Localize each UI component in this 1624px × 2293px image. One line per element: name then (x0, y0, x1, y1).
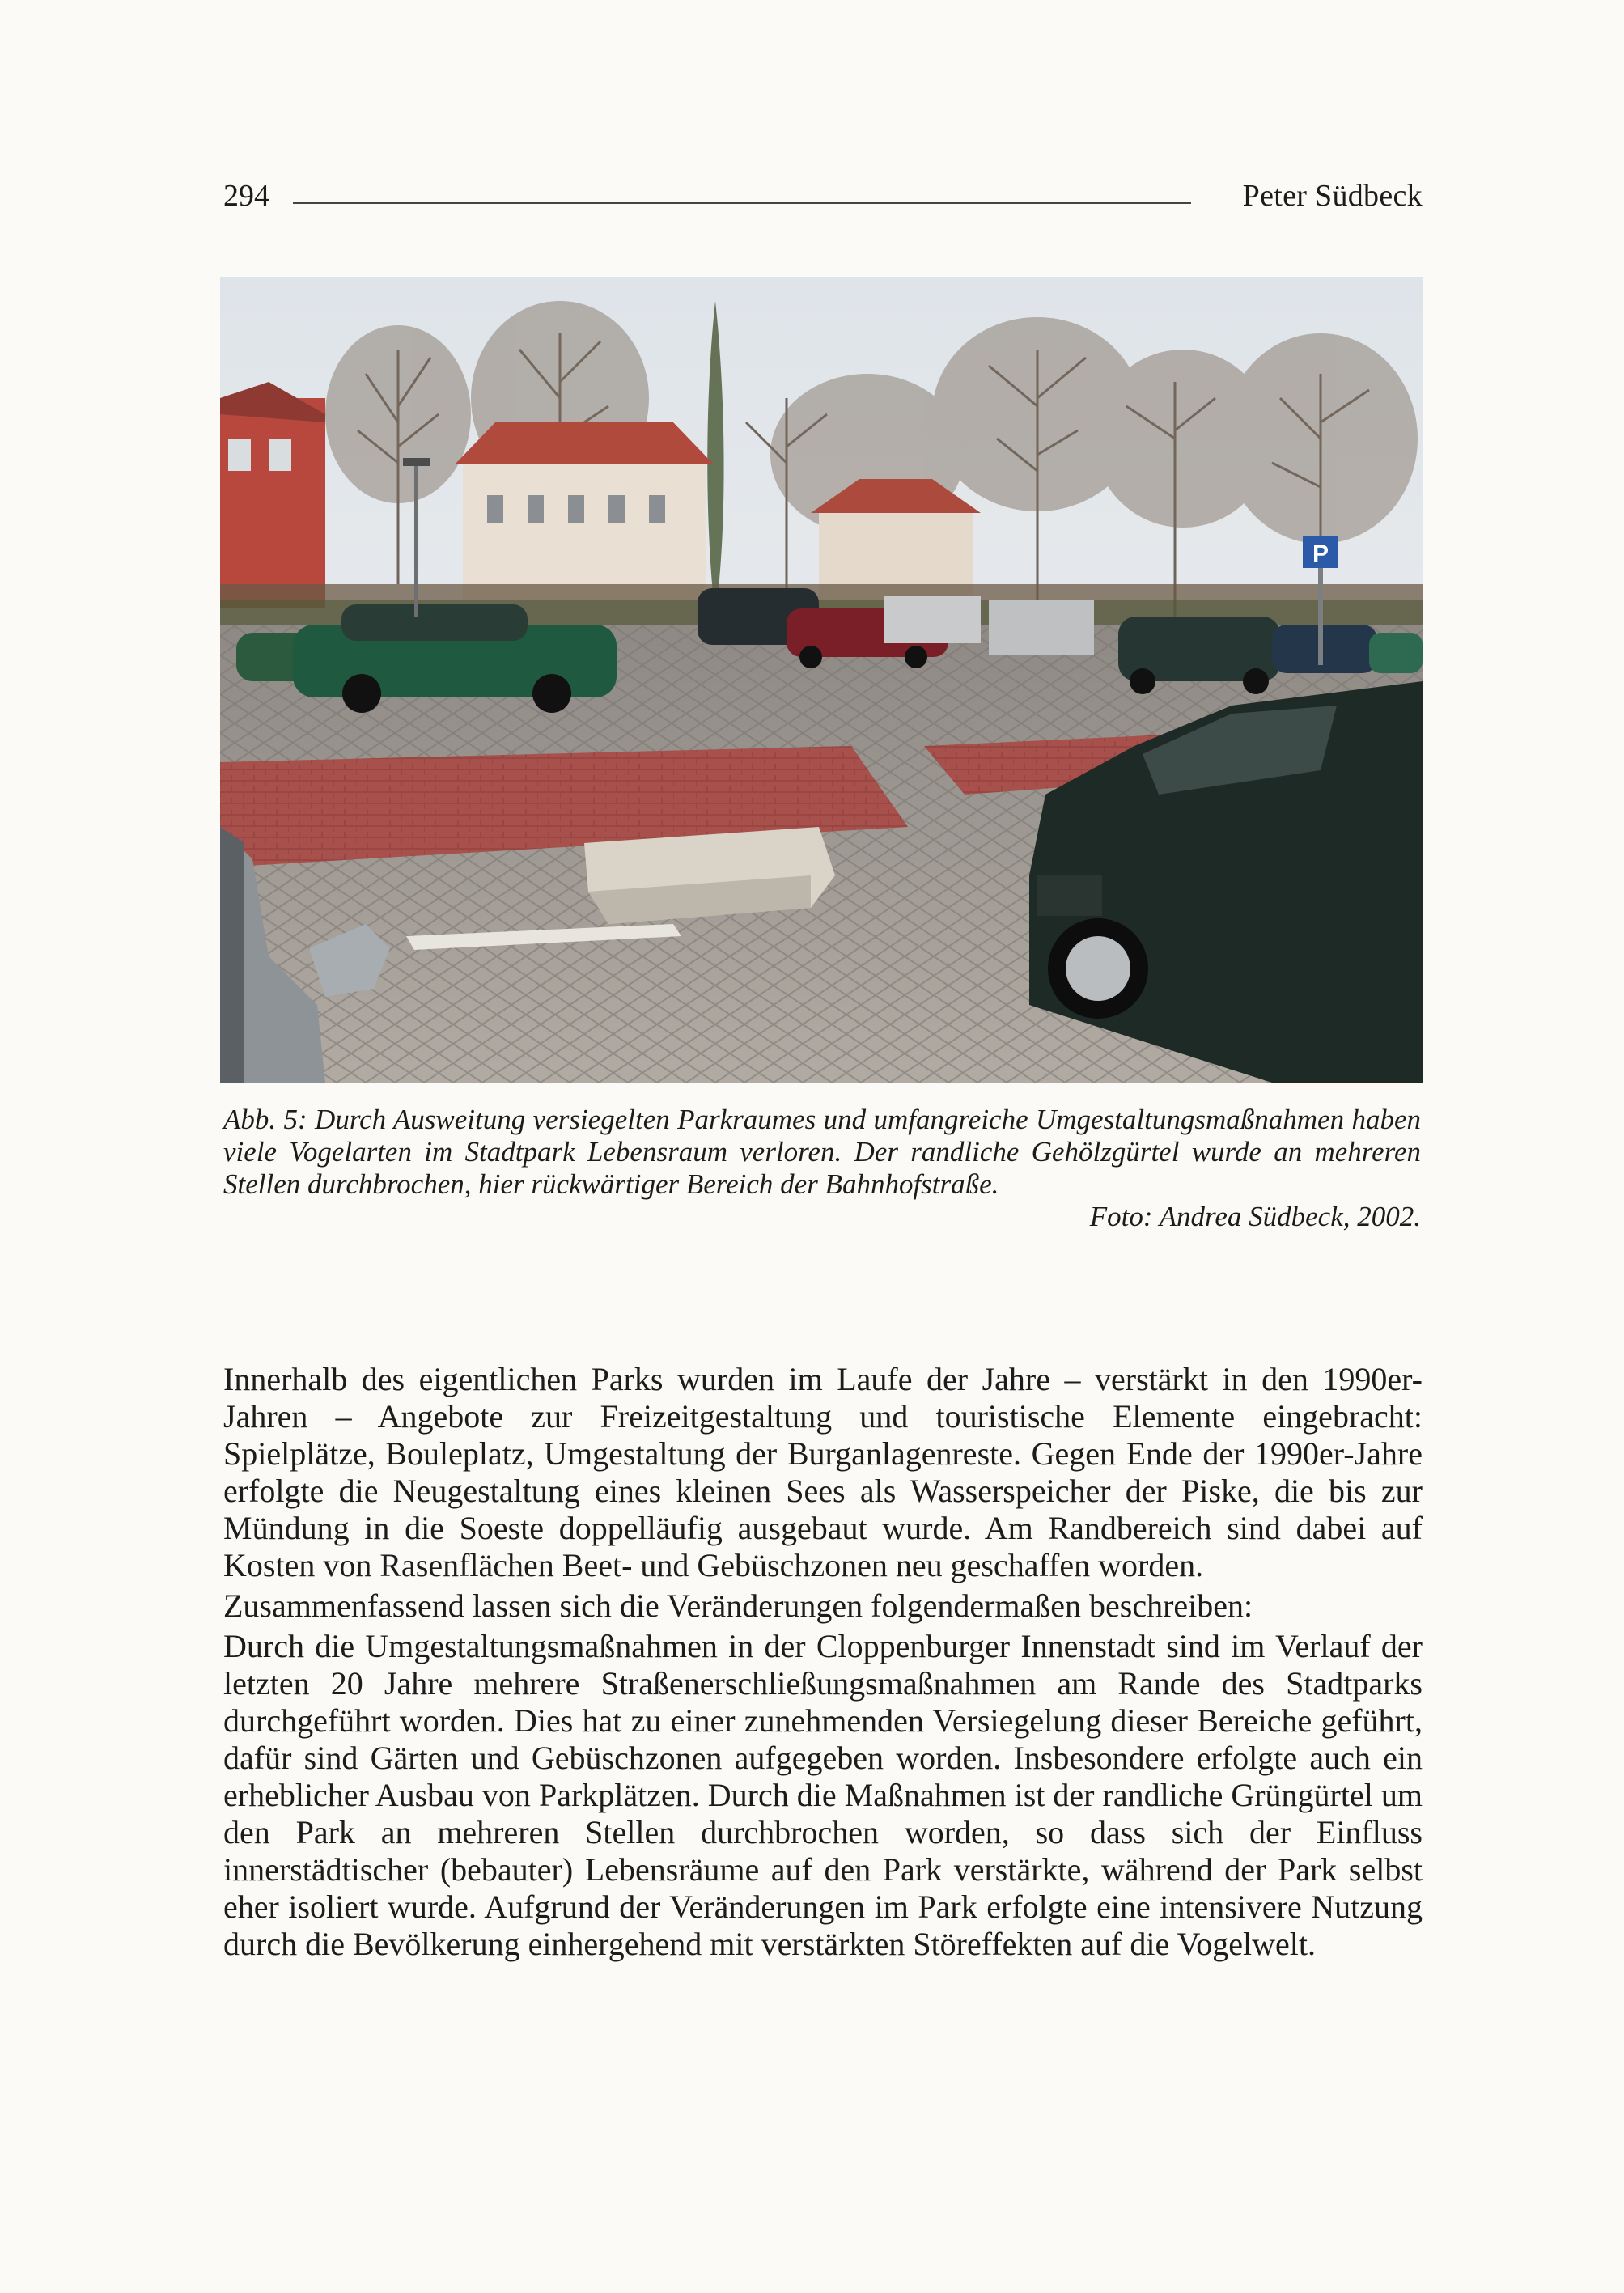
page-number: 294 (223, 179, 269, 213)
body-paragraph-1: Innerhalb des eigentlichen Parks wurden im Laufe der Jahre – verstärkt in den 1990er-Jahren – Angebote zur Freizeitgestaltung und touristische Elemente eingebracht: Spielplätze, Bouleplatz, Umgestaltung der Burganlagenreste. Gegen Ende der 1990er-Jahre erfolgte die Neugestaltung eines kleinen Sees als Wasserspeicher der Piske, die bis zur Mündung in die Soeste doppelläufig ausgebaut wurde. Am Randbereich sind dabei auf Kosten von Rasenflächen Beet- und Gebüschzonen neu geschaffen worden. (223, 1361, 1423, 1583)
body-text (223, 1361, 1423, 1963)
parking-sign-letter: P (1312, 540, 1329, 567)
body-paragraph-3: Durch die Umgestaltungsmaßnahmen in der Cloppenburger Innenstadt sind im Verlauf der letzten 20 Jahre mehrere Straßenerschließungsmaßnahmen am Rande des Stadtparks durchgeführt worden. Dies hat zu einer zunehmenden Versiegelung dieser Bereiche geführt, dafür sind Gärten und Gebüschzonen aufgegeben worden. Insbesondere erfolgte auch ein erheblicher Ausbau von Parkplätzen. Durch die Maßnahmen ist der randliche Grüngürtel um den Park an mehreren Stellen durchbrochen worden, so dass sich der Einfluss innerstädtischer (bebauter) Lebensräume auf den Park verstärkte, während der Park selbst eher isoliert wurde. Aufgrund der Veränderungen im Park erfolgte eine intensivere Nutzung durch die Bevölkerung einhergehend mit verstärkten Störeffekten auf die Vogelwelt. (223, 1628, 1423, 1962)
running-header (223, 172, 1423, 220)
figure-caption (223, 1104, 1421, 1233)
body-paragraph-2: Zusammenfassend lassen sich die Veränderungen folgendermaßen beschreiben: (223, 1587, 1253, 1624)
figure-caption-text: Abb. 5: Durch Ausweitung versiegelten Parkraumes und umfangreiche Umgestaltungsmaßnahmen haben viele Vogelarten im Stadtpark Lebensraum verloren. Der randliche Gehölzgürtel wurde an mehreren Stellen durchbrochen, hier rückwärtiger Bereich der Bahnhofstraße. (223, 1104, 1421, 1200)
header-rule (293, 202, 1191, 204)
figure-photo-parking-lot (220, 277, 1423, 1083)
running-header-author: Peter Südbeck (1242, 179, 1423, 213)
photo-credit: Foto: Andrea Südbeck, 2002. (1089, 1201, 1421, 1232)
